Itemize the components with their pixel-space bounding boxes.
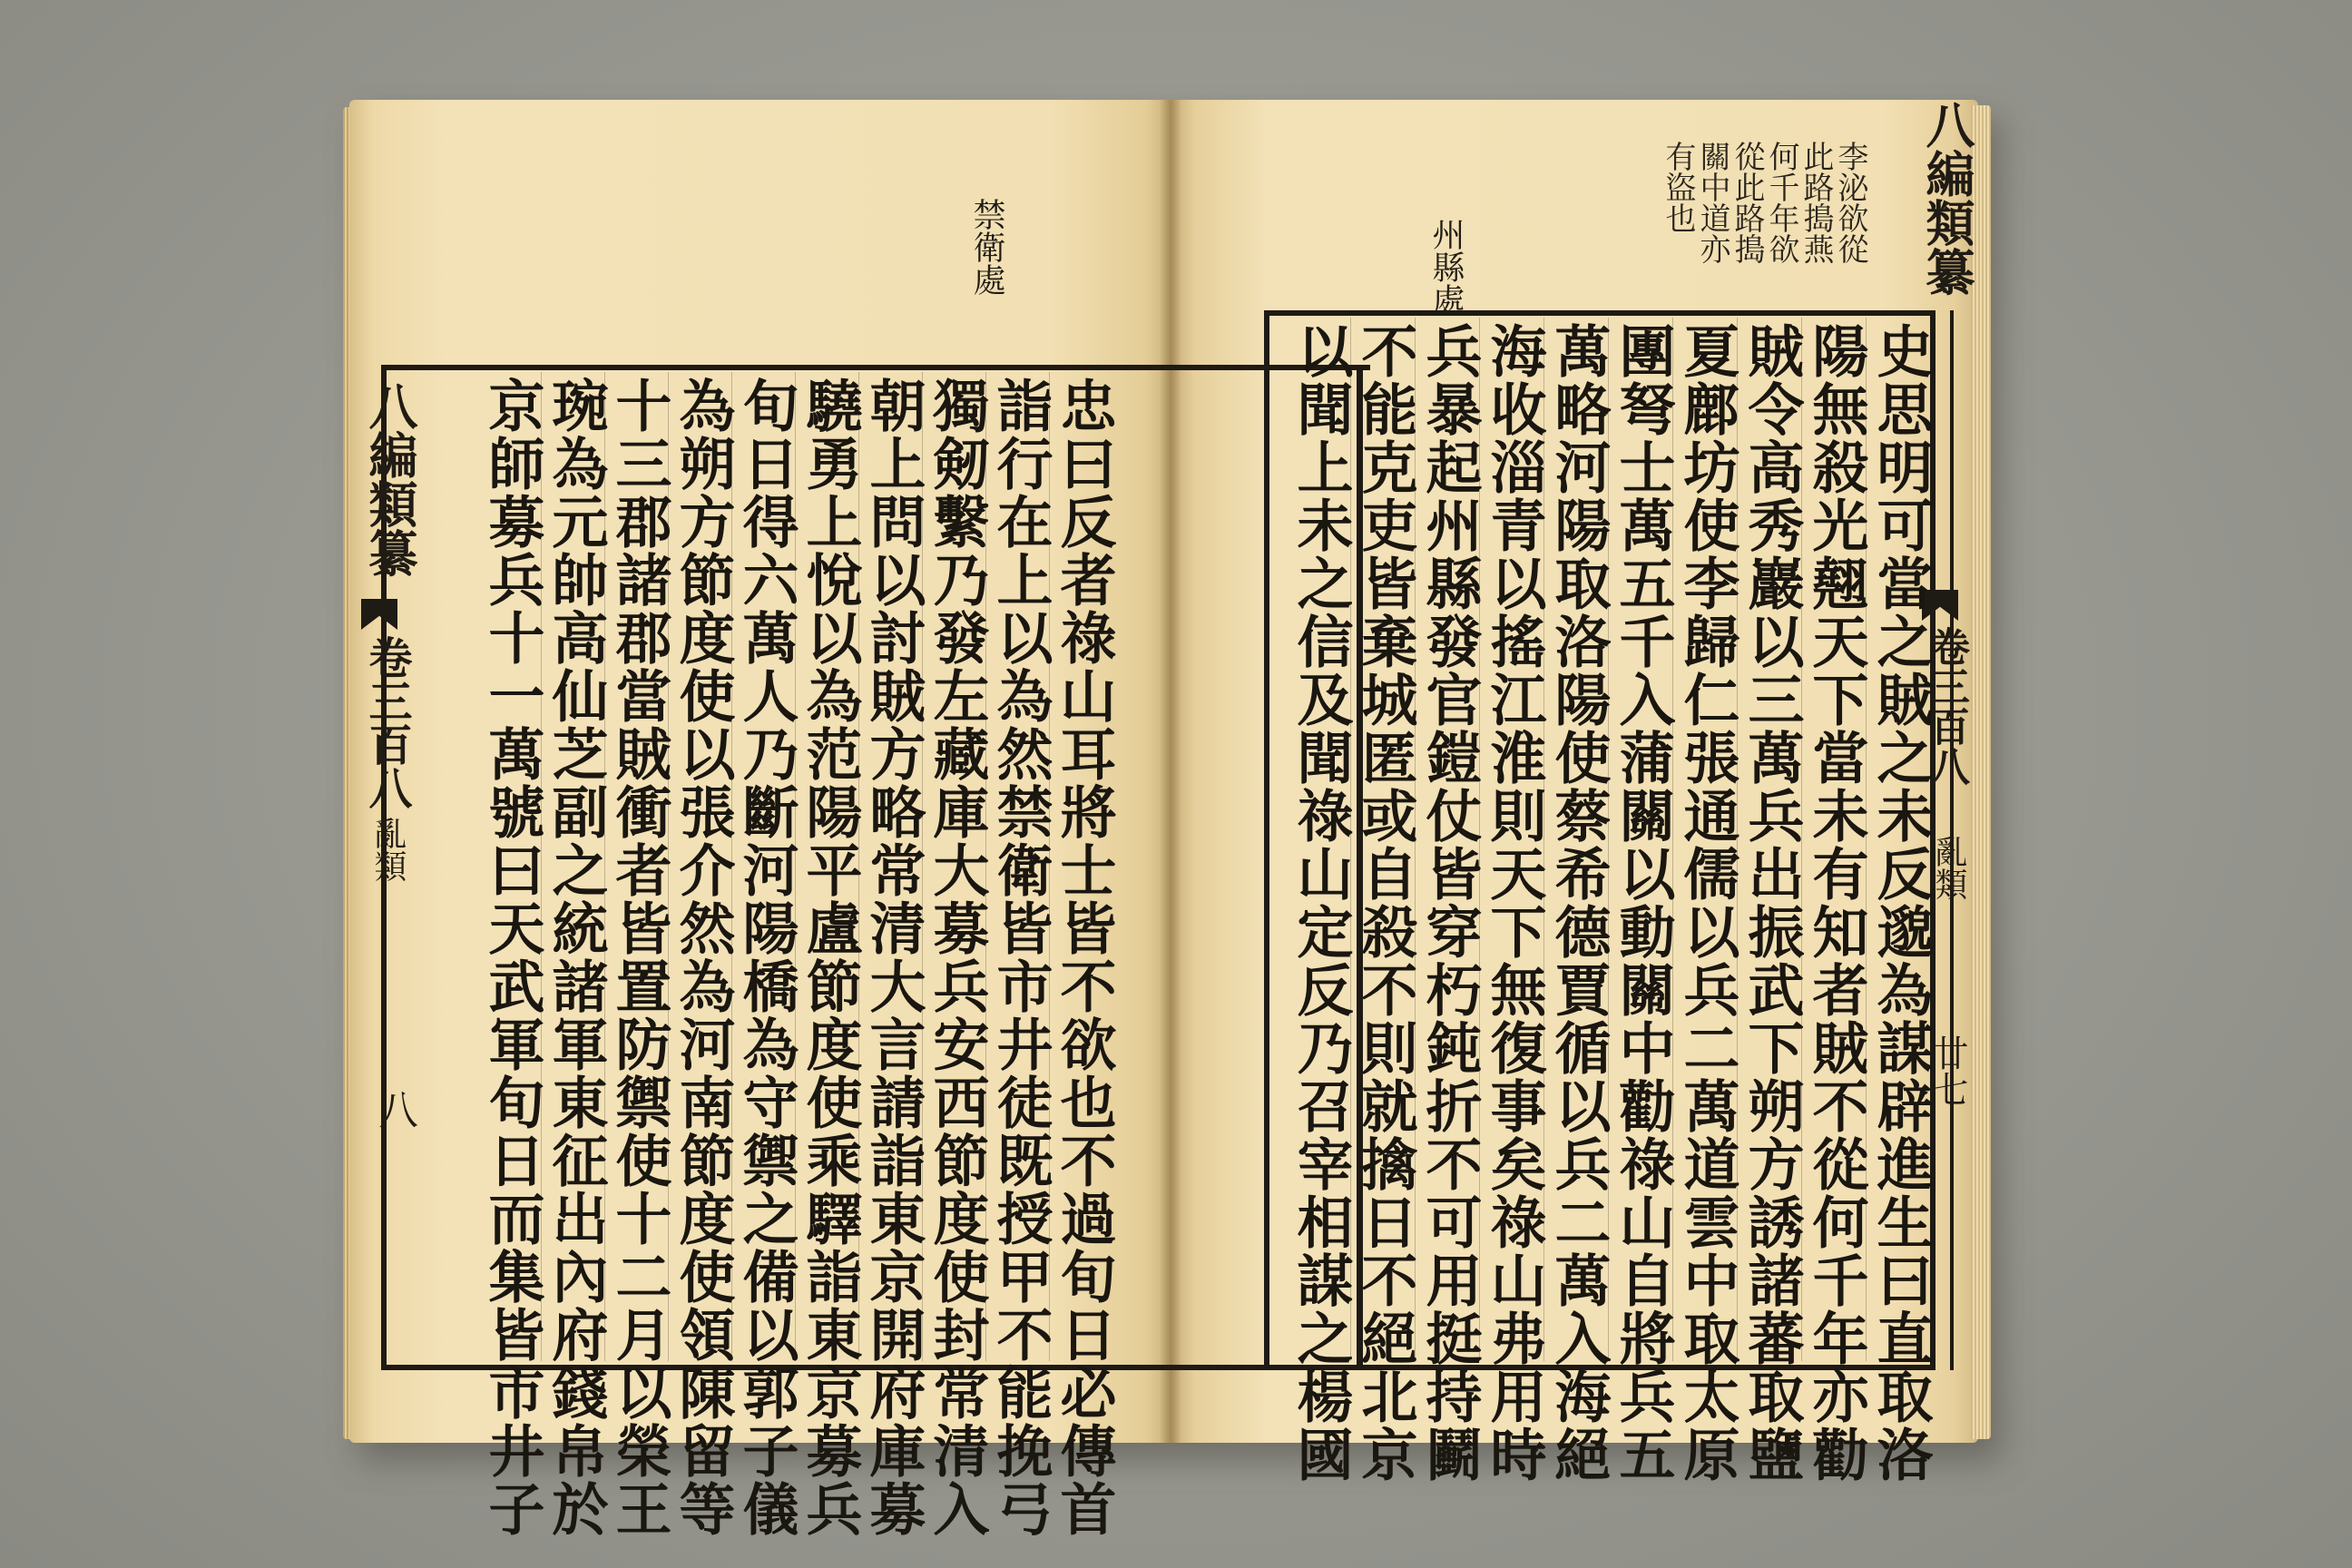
left-text-column-rule xyxy=(731,372,732,1361)
right-text-column: 海收淄青以搖江淮則天下無復事矣祿山弗用時 xyxy=(1481,322,1547,1484)
right-gloss-line: 從此路搗 xyxy=(1729,141,1765,264)
left-text-column: 忠曰反者祿山耳將士皆不欲也不過旬日必傳首 xyxy=(1051,377,1117,1538)
left-margin-note: 禁衛處 xyxy=(968,198,1005,296)
left-text-column-rule xyxy=(1049,372,1050,1361)
right-gloss-line: 何千年欲 xyxy=(1763,141,1799,264)
right-text-column: 兵暴起州縣發官鎧仗皆穿朽鈍折不可用挺持鬬 xyxy=(1416,322,1483,1484)
right-text-column: 團弩士萬五千入蒲關以動關中勸祿山自將兵五 xyxy=(1610,322,1676,1484)
left-text-column: 京師募兵十一萬號曰天武軍旬日而集皆市井子 xyxy=(479,377,545,1538)
right-text-column: 萬略河陽取洛陽使蔡希德賈循以兵二萬入海絕 xyxy=(1545,322,1612,1484)
left-side-category: 亂類 xyxy=(369,817,407,882)
right-margin-note: 州縣處 xyxy=(1427,218,1465,316)
right-text-column: 夏鄜坊使李歸仁張通儒以兵二萬道雲中取太原 xyxy=(1674,322,1740,1484)
left-text-column-rule xyxy=(858,372,859,1361)
right-text-column-rule xyxy=(1672,318,1673,1361)
right-gloss-line: 此路搗燕 xyxy=(1798,141,1834,264)
right-gloss-line: 有盜也 xyxy=(1660,141,1696,233)
left-side-volume: 卷三百八 xyxy=(361,635,412,809)
right-text-column-rule xyxy=(1866,318,1867,1361)
left-text-column: 獨剱繫乃發左藏庫大募兵安西節度使封常清入 xyxy=(924,377,990,1538)
left-text-column-rule xyxy=(541,372,542,1361)
left-text-column-rule xyxy=(985,372,986,1361)
right-text-column-rule xyxy=(1801,318,1802,1361)
left-text-column: 十三郡諸郡當賊衝者皆置防禦使十二月以榮王 xyxy=(606,377,672,1538)
right-text-column: 以聞上未之信及聞祿山定反乃召宰相謀之楊國 xyxy=(1288,322,1354,1484)
left-text-column: 旬日得六萬人乃斷河陽橋為守禦之備以郭子儀 xyxy=(733,377,799,1538)
right-text-column: 賊令高秀巖以三萬兵出振武下朔方誘諸蕃取鹽 xyxy=(1739,322,1805,1484)
left-text-column-rule xyxy=(604,372,605,1361)
left-text-column: 驍勇上悅以為范陽平盧節度使乘驛詣東京募兵 xyxy=(797,377,863,1538)
right-text-column-rule xyxy=(1737,318,1738,1361)
left-text-column: 詣行在上以為然禁衛皆市井徒既授甲不能挽弓 xyxy=(987,377,1054,1538)
right-gloss-line: 李泌欲從 xyxy=(1832,141,1868,264)
left-side-title: 八編類纂 xyxy=(361,381,419,577)
right-text-column: 陽無殺光翹天下當未有知者賊不從何千年亦勸 xyxy=(1803,322,1869,1484)
right-side-title: 八編類纂 xyxy=(1918,100,1976,296)
left-text-column: 為朔方節度使以張介然為河南節度使領陳留等 xyxy=(670,377,736,1538)
right-text-column-rule xyxy=(1415,318,1416,1361)
right-side-volume: 卷三百八 xyxy=(1923,626,1969,786)
left-text-column-rule xyxy=(922,372,923,1361)
right-text-column: 不能克吏皆棄城匿或自殺不則就擒日不絕北京 xyxy=(1352,322,1418,1484)
right-text-column-rule xyxy=(1350,318,1351,1361)
left-text-column-rule xyxy=(668,372,669,1361)
left-text-column: 琬為元帥高仙芝副之統諸軍東征出內府錢帛於 xyxy=(543,377,609,1538)
right-text-column: 史思明可當之賊之未反邈為謀辟進生曰直取洛 xyxy=(1867,322,1934,1484)
right-text-column-rule xyxy=(1608,318,1609,1361)
left-text-column-rule xyxy=(795,372,796,1361)
right-side-folio: 廿七 xyxy=(1926,1034,1968,1107)
left-side-folio: 八 xyxy=(371,1089,417,1129)
right-side-category: 亂類 xyxy=(1930,835,1967,900)
right-gloss-line: 關中道亦 xyxy=(1694,141,1730,264)
right-text-column-rule xyxy=(1479,318,1480,1361)
left-text-column: 朝上問以討賊方略常清大言請詣東京開府庫募 xyxy=(860,377,926,1538)
